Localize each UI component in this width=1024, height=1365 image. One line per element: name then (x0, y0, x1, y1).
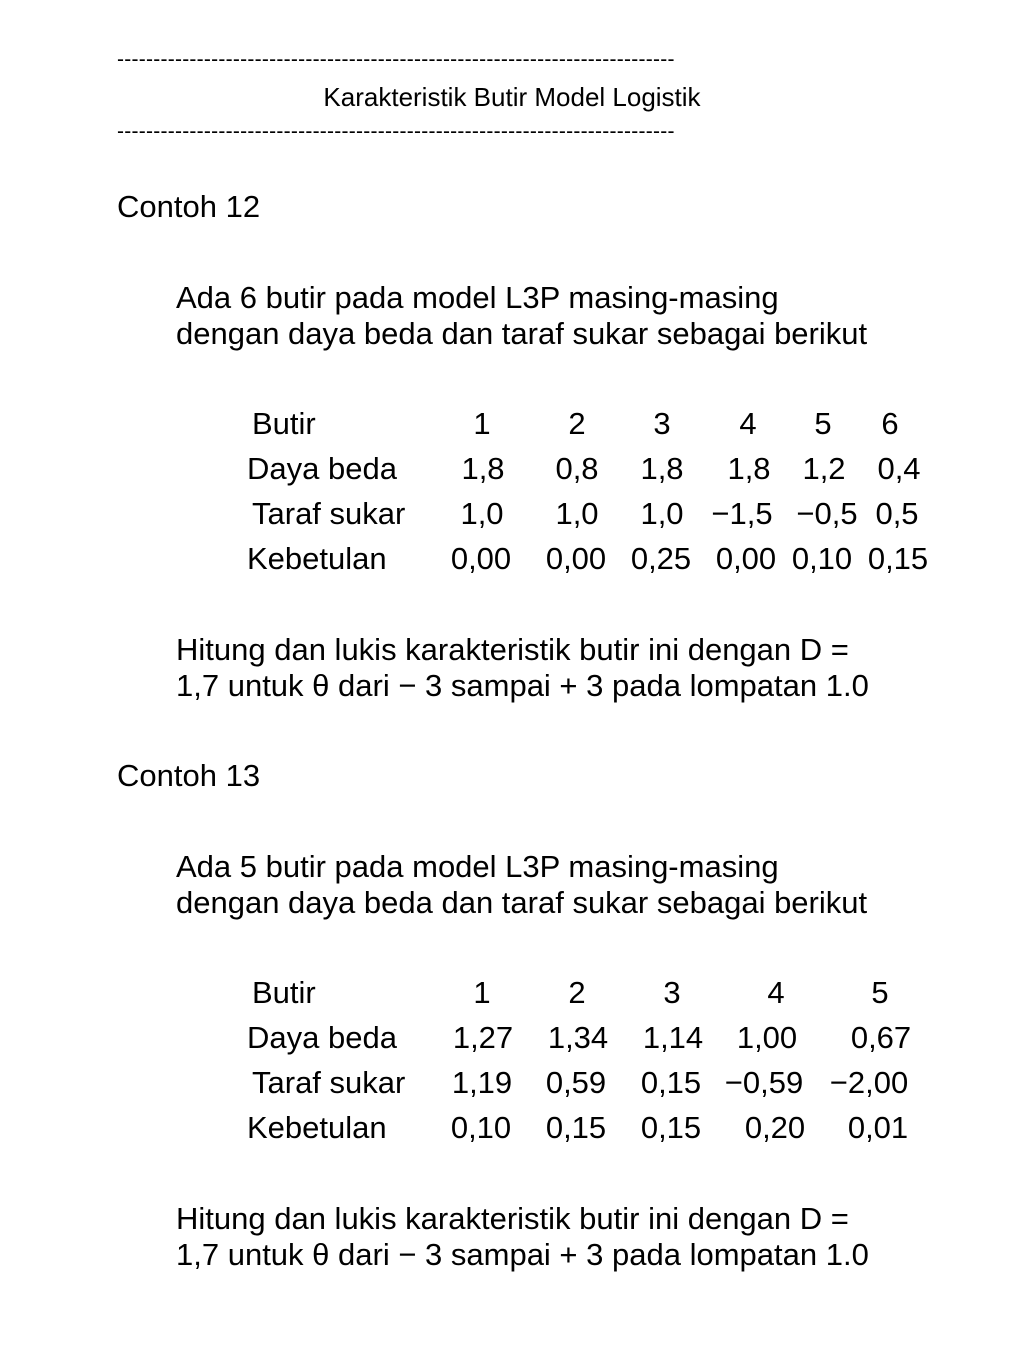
table-row-daya-beda: Daya beda 1,27 1,34 1,14 1,00 0,67 (0, 1018, 1024, 1058)
row-label: Butir (252, 406, 316, 441)
example-12-task (176, 632, 976, 704)
task-line: Hitung dan lukis karakteristik butir ini dengan D = (176, 1201, 849, 1236)
table-row-kebetulan: Kebetulan 0,00 0,00 0,25 0,00 0,10 0,15 (0, 539, 1024, 579)
task-line: 1,7 untuk θ dari − 3 sampai + 3 pada lompatan 1.0 (176, 1237, 869, 1272)
table-row-butir: Butir 1 2 3 4 5 6 (0, 404, 1024, 444)
header-rule-top: ----------------------------------------------------------------------------- (117, 48, 675, 71)
row-label: Daya beda (247, 451, 397, 486)
row-label: Kebetulan (247, 1110, 387, 1145)
task-line: Hitung dan lukis karakteristik butir ini dengan D = (176, 632, 849, 667)
intro-line: dengan daya beda dan taraf sukar sebagai berikut (176, 316, 868, 351)
table-row-kebetulan: Kebetulan 0,10 0,15 0,15 0,20 0,01 (0, 1108, 1024, 1148)
example-12-intro (176, 280, 976, 352)
example-12-label: Contoh 12 (117, 189, 261, 224)
example-13-intro (176, 849, 976, 921)
table-row-taraf-sukar: Taraf sukar 1,19 0,59 0,15 −0,59 −2,00 (0, 1063, 1024, 1103)
row-label: Kebetulan (247, 541, 387, 576)
row-label: Taraf sukar (252, 496, 406, 531)
row-label: Daya beda (247, 1020, 397, 1055)
header-title: Karakteristik Butir Model Logistik (323, 82, 701, 112)
example-13-task (176, 1201, 976, 1273)
intro-line: Ada 6 butir pada model L3P masing-masing (176, 280, 779, 315)
table-row-butir: Butir 1 2 3 4 5 (0, 973, 1024, 1013)
header-rule-bottom: ----------------------------------------------------------------------------- (117, 120, 675, 143)
example-13-label: Contoh 13 (117, 758, 261, 793)
task-line: 1,7 untuk θ dari − 3 sampai + 3 pada lompatan 1.0 (176, 668, 869, 703)
table-row-daya-beda: Daya beda 1,8 0,8 1,8 1,8 1,2 0,4 (0, 449, 1024, 489)
intro-line: dengan daya beda dan taraf sukar sebagai berikut (176, 885, 868, 920)
row-label: Butir (252, 975, 316, 1010)
row-label: Taraf sukar (252, 1065, 406, 1100)
intro-line: Ada 5 butir pada model L3P masing-masing (176, 849, 779, 884)
table-row-taraf-sukar: Taraf sukar 1,0 1,0 1,0 −1,5 −0,5 0,5 (0, 494, 1024, 534)
